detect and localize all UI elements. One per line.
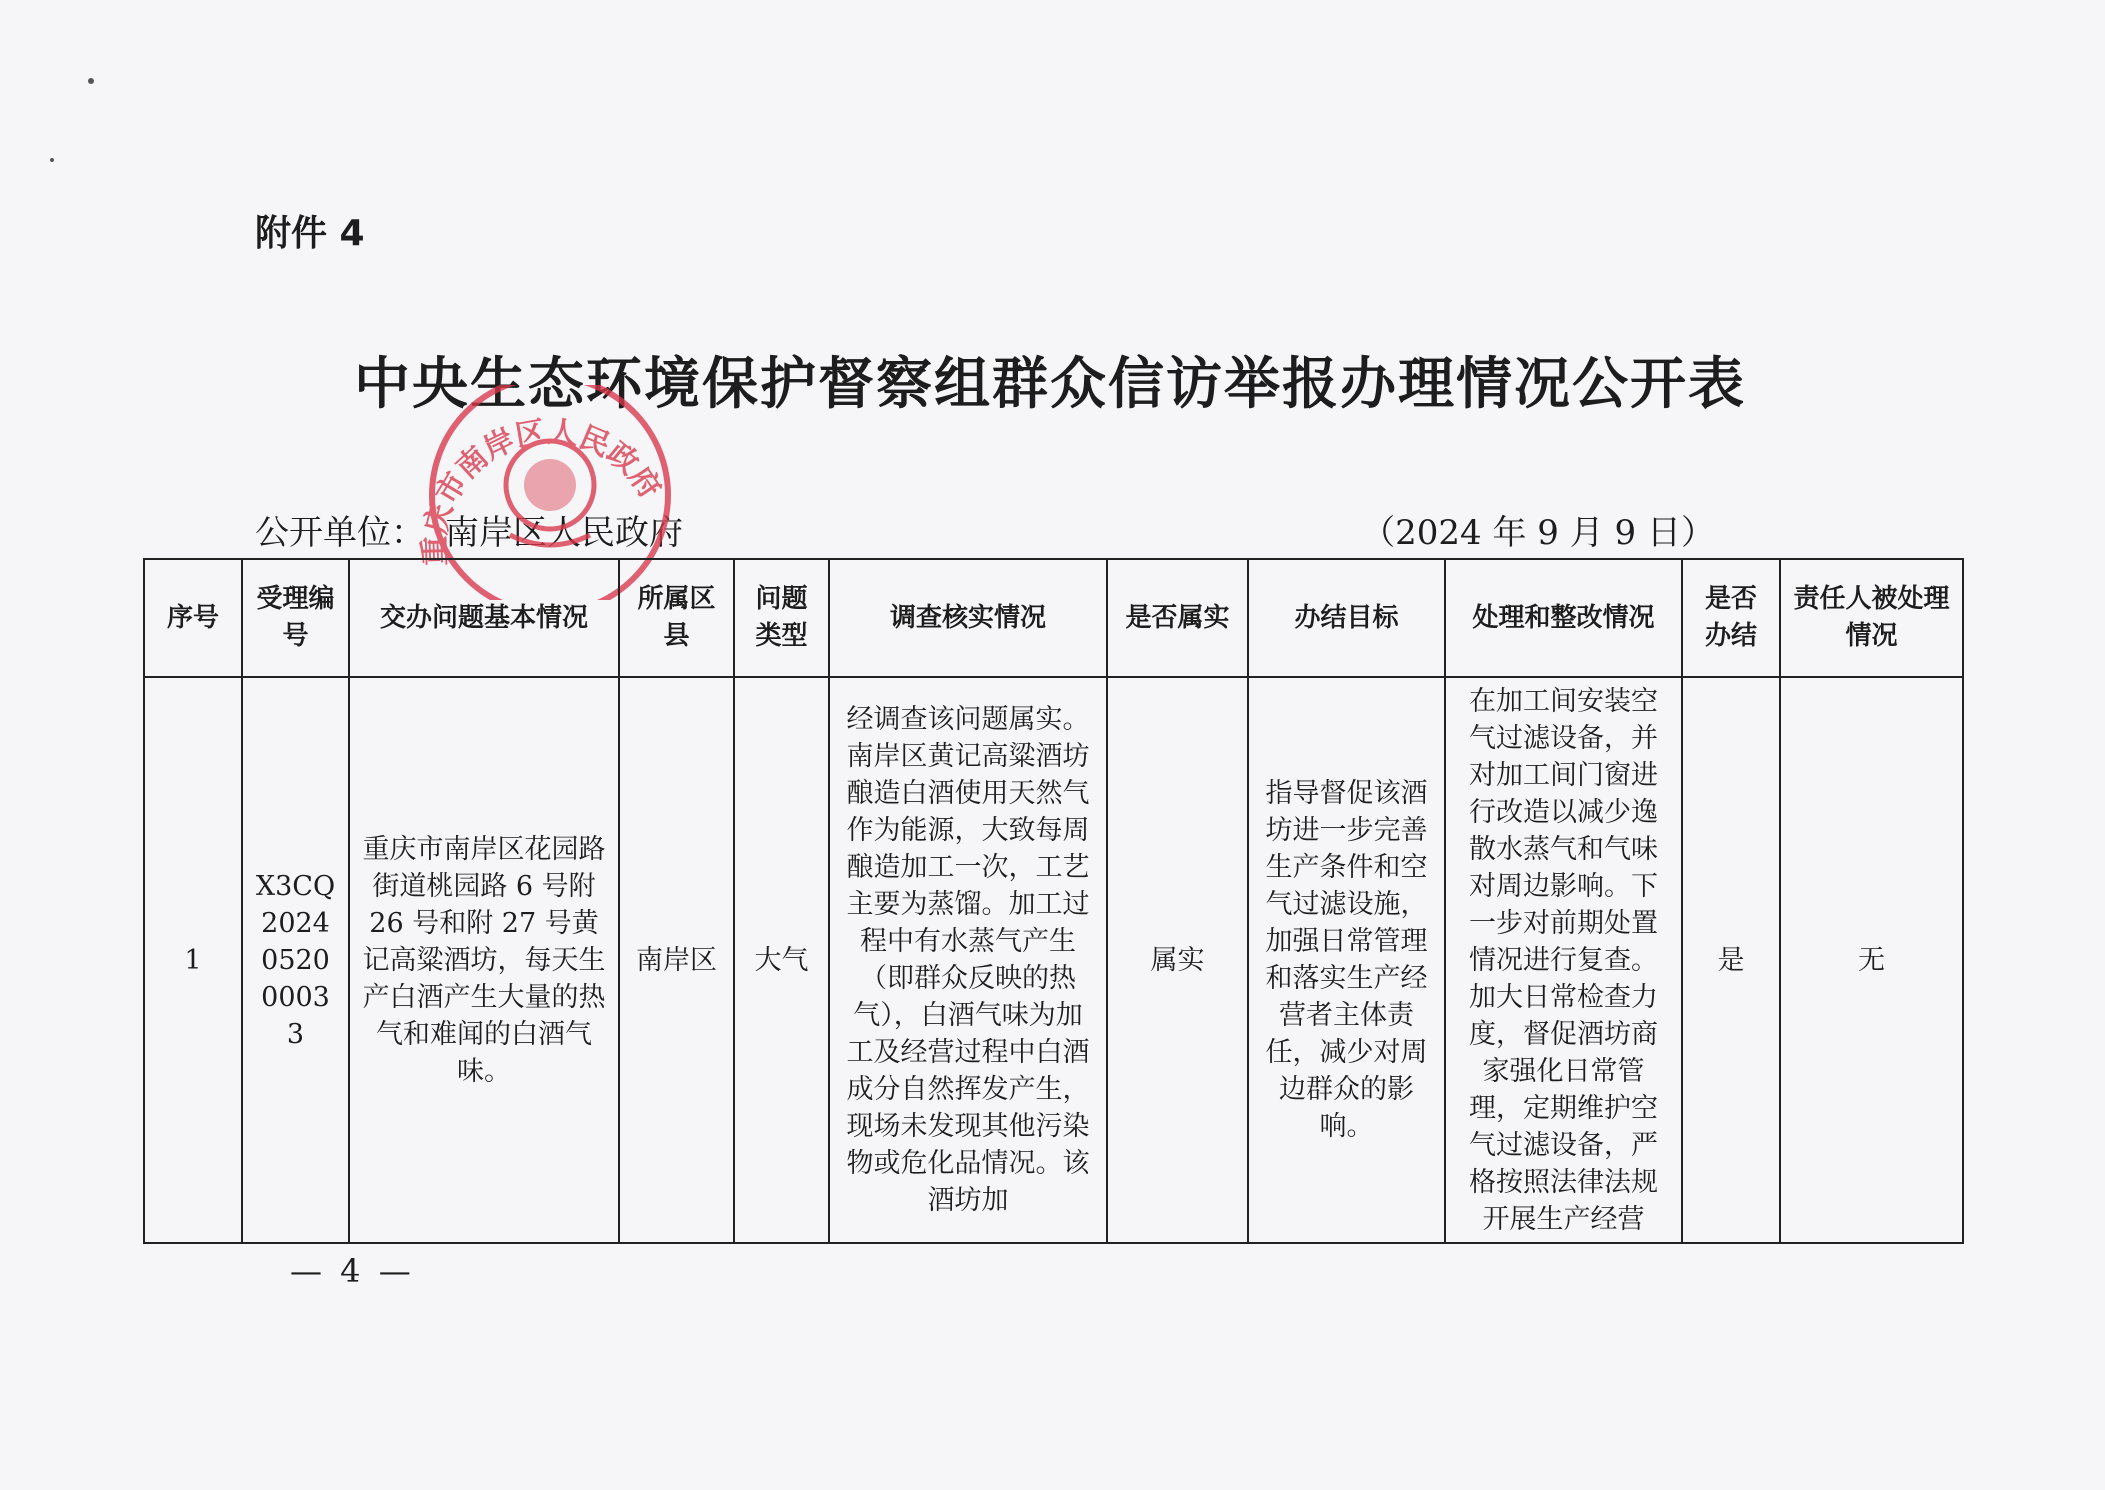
- cell-closed: 是: [1682, 677, 1780, 1243]
- page-number: — 4 —: [290, 1252, 415, 1290]
- petition-table: [143, 558, 1964, 1244]
- scan-speck: [88, 78, 94, 84]
- header-rectification: 处理和整改情况: [1445, 559, 1682, 677]
- seal-text: 重庆市南岸区人民政府: [417, 414, 668, 567]
- header-goal: 办结目标: [1248, 559, 1445, 677]
- header-type: 问题类型: [734, 559, 829, 677]
- table-header-row: [144, 559, 1963, 677]
- cell-seq: 1: [144, 677, 242, 1243]
- disclosure-unit-label: 公开单位：: [255, 513, 425, 553]
- cell-problem: 重庆市南岸区花园路街道桃园路 6 号附 26 号和附 27 号黄记高粱酒坊，每天生产白酒产生大量的热气和难闻的白酒气味。: [349, 677, 619, 1243]
- cell-rectification: [1445, 677, 1682, 1243]
- disclosure-unit: 南岸区人民政府: [445, 513, 683, 553]
- header-problem: 交办问题基本情况: [349, 559, 619, 677]
- rectification-text: 在加工间安装空气过滤设备，并对加工间门窗进行改造以减少逸散水蒸气和气味对周边影响。下一步对前期处置情况进行复查。加大日常检查力度，督促酒坊商家强化日常管理，定期维护空气过滤设备，严格按照法律法规开展生产经营: [1469, 685, 1658, 1235]
- header-investigation: 调查核实情况: [829, 559, 1107, 677]
- header-verified: 是否属实: [1107, 559, 1248, 677]
- cell-district: 南岸区: [619, 677, 734, 1243]
- header-accountability: 责任人被处理情况: [1780, 559, 1963, 677]
- header-closed: 是否办结: [1682, 559, 1780, 677]
- cell-goal: 指导督促该酒坊进一步完善生产条件和空气过滤设施，加强日常管理和落实生产经营者主体责任，减少对周边群众的影响。: [1248, 677, 1445, 1243]
- page-title: 中央生态环境保护督察组群众信访举报办理情况公开表: [354, 352, 1746, 417]
- publish-date: （2024 年 9 月 9 日）: [1361, 513, 1715, 553]
- cell-verified: 属实: [1107, 677, 1248, 1243]
- investigation-text: 经调查该问题属实。南岸区黄记高粱酒坊酿造白酒使用天然气作为能源，大致每周酿造加工一次，工艺主要为蒸馏。加工过程中有水蒸气产生（即群众反映的热气），白酒气味为加工及经营过程中白酒成分自然挥发产生，现场未发现其他污染物或危化品情况。该酒坊加: [846, 704, 1090, 1216]
- cell-accountability: 无: [1780, 677, 1963, 1243]
- header-seq: 序号: [144, 559, 242, 677]
- cell-investigation: [829, 677, 1107, 1243]
- cell-case-no: X3CQ2024052000033: [242, 677, 349, 1243]
- table-row: [144, 677, 1963, 1243]
- scan-speck: [50, 158, 54, 162]
- attachment-label: 附件 4: [255, 213, 365, 254]
- header-case-no: 受理编号: [242, 559, 349, 677]
- cell-type: 大气: [734, 677, 829, 1243]
- header-district: 所属区县: [619, 559, 734, 677]
